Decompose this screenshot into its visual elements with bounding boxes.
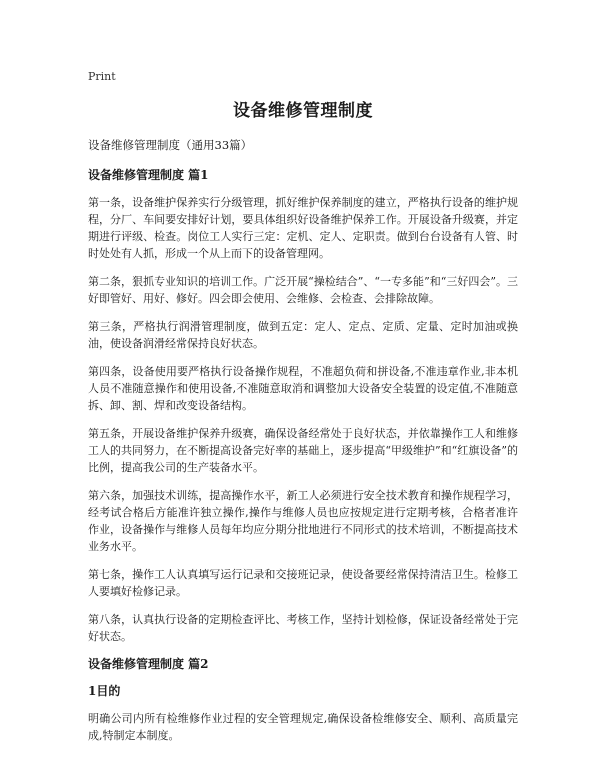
section-1 <box>88 167 518 645</box>
paragraph: 第八条，认真执行设备的定期检查评比、考核工作，坚持计划检修，保证设备经常处于完好状态。 <box>88 613 518 643</box>
document-title: 设备维修管理制度 <box>233 101 373 121</box>
document-page <box>88 70 518 755</box>
section-2 <box>88 656 518 744</box>
paragraph: 第七条，操作工人认真填写运行记录和交接班记录，使设备要经常保持清洁卫生。检修工人要填好检修记录。 <box>88 568 518 598</box>
print-label[interactable]: Print <box>88 70 116 83</box>
section-heading: 设备维修管理制度 篇1 <box>88 168 209 182</box>
paragraph: 第五条，开展设备维护保养升级赛，确保设备经常处于良好状态，并依靠操作工人和维修工人的共同努力，在不断提高设备完好率的基础上，逐步提高“甲级维护”和“红旗设备”的比例，提高我公司的生产装备水平。 <box>88 427 518 474</box>
document-subtitle: 设备维修管理制度（通用33篇） <box>88 138 253 152</box>
paragraph: 第三条，严格执行润滑管理制度，做到五定：定人、定点、定质、定量、定时加油或换油，使设备润滑经常保持良好状态。 <box>88 320 518 350</box>
section-heading: 设备维修管理制度 篇2 <box>88 657 209 671</box>
paragraph: 第四条，设备使用要严格执行设备操作规程，不准超负荷和拼设备,不准违章作业,非本机人员不准随意操作和使用设备,不准随意取消和调整加大设备安全装置的设定值,不准随意拆、卸、割、焊和改变设备结构。 <box>88 365 518 412</box>
section-subheading: 1目的 <box>88 684 121 698</box>
paragraph: 第六条，加强技术训练，提高操作水平，新工人必须进行安全技术教育和操作规程学习，经考试合格后方能准许独立操作,操作与维修人员也应按规定进行定期考核，合格者准许作业，设备操作与维修人员每年均应分期分批地进行不同形式的技术培训，不断提高技术业务水平。 <box>88 489 518 553</box>
paragraph: 第一条，设备维护保养实行分级管理，抓好维护保养制度的建立，严格执行设备的维护规程，分厂、车间要安排好计划，要具体组织好设备维护保养工作。开展设备升级赛，并定期进行评级、检查。岗位工人实行三定：定机、定人、定职责。做到台台设备有人管、时时处处有人抓，形成一个从上而下的设备管理网。 <box>88 196 518 260</box>
paragraph: 第二条，狠抓专业知识的培训工作。广泛开展“操检结合”、“一专多能”和“三好四会”。三好即管好、用好、修好。四会即会使用、会维修、会检查、会排除故障。 <box>88 275 518 305</box>
paragraph: 明确公司内所有检维修作业过程的安全管理规定,确保设备检维修安全、顺利、高质量完成,特制定本制度。 <box>88 712 518 742</box>
